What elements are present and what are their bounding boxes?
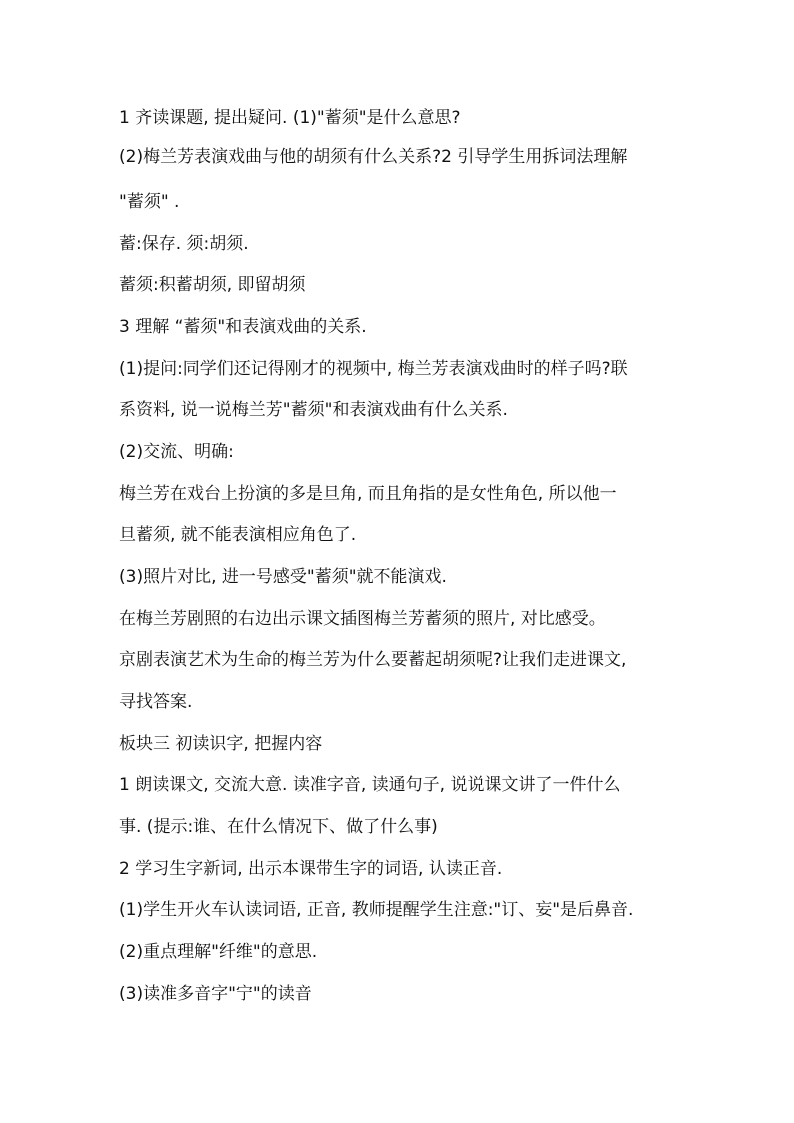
text-line-11: 旦蓄须, 就不能表演相应角色了. (119, 525, 357, 545)
text-line-9: (2)交流、明确: (119, 442, 234, 462)
text-line-5: 蓄须:积蓄胡须, 即留胡须 (119, 275, 306, 295)
text-line-3: "蓄须" . (119, 192, 180, 212)
text-line-7: (1)提问:同学们还记得刚才的视频中, 梅兰芳表演戏曲时的样子吗?联 (119, 359, 628, 379)
text-line-14: 京剧表演艺术为生命的梅兰芳为什么要蓄起胡须呢?让我们走进课文, (119, 650, 627, 670)
text-line-20: (1)学生开火车认读词语, 正音, 教师提醒学生注意:"订、妄"是后鼻音. (119, 900, 634, 920)
text-line-10: 梅兰芳在戏台上扮演的多是旦角, 而且角指的是女性角色, 所以他一 (119, 484, 617, 504)
text-line-13: 在梅兰芳剧照的右边出示课文插图梅兰芳蓄须的照片, 对比感受。 (119, 609, 606, 629)
text-line-1: 1 齐读课题, 提出疑问. (1)"蓄须"是什么意思? (119, 108, 461, 128)
text-line-12: (3)照片对比, 进一号感受"蓄须"就不能演戏. (119, 567, 447, 587)
text-line-8: 系资料, 说一说梅兰芳"蓄须"和表演戏曲有什么关系. (119, 400, 508, 420)
text-line-2: (2)梅兰芳表演戏曲与他的胡须有什么关系?2 引导学生用拆词法理解 (119, 147, 628, 167)
text-line-6: 3 理解 “蓄须"和表演戏曲的关系. (119, 317, 367, 337)
text-line-19: 2 学习生字新词, 出示本课带生字的词语, 认读正音. (119, 859, 503, 879)
text-line-17: 1 朗读课文, 交流大意. 读准字音, 读通句子, 说说课文讲了一件什么 (119, 775, 621, 795)
text-line-15: 寻找答案. (119, 692, 193, 712)
text-line-21: (2)重点理解"纤维"的意思. (119, 942, 318, 962)
text-line-22: (3)读准多音字"宁"的读音 (119, 984, 312, 1004)
text-line-18: 事. (提示:谁、在什么情况下、做了什么事) (119, 817, 438, 837)
section-heading-3: 板块三 初读识字, 把握内容 (119, 734, 323, 754)
text-line-4: 蓄:保存. 须:胡须. (119, 234, 249, 254)
